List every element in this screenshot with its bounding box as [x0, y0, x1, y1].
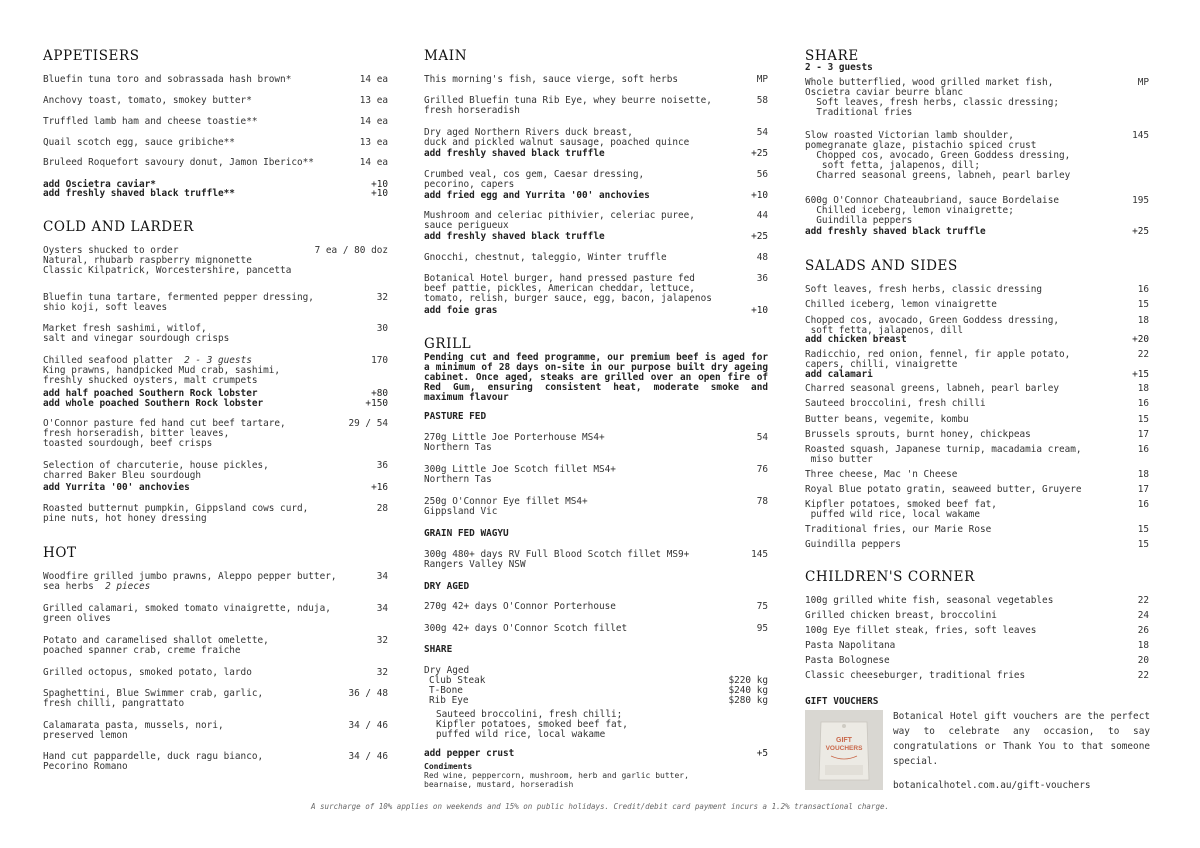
menu-item: Traditional fries, our Marie Rose 15 — [805, 524, 1149, 535]
menu-item: Mushroom and celeriac pithivier, celeriac puree, sauce perigueux 44 — [424, 210, 768, 231]
menu-item: Hand cut pappardelle, duck ragu bianco, Pecorino Romano 34 / 46 — [43, 751, 388, 772]
condiments-text: Red wine, peppercorn, mushroom, herb and garlic butter, bearnaise, mustard, horseradish — [424, 771, 689, 789]
footer-surcharge-note: A surcharge of 10% applies on weekends and 15% on public holidays. Credit/debit card payment incurs a 1.2% transactional charge. — [311, 802, 889, 811]
section-title-main: MAIN — [424, 48, 468, 64]
share-guests: 2 - 3 guests — [805, 62, 873, 73]
menu-item: 300g Little Joe Scotch fillet MS4+ Northern Tas 76 — [424, 464, 768, 485]
menu-item: Kipfler potatoes, smoked beef fat, puffed wild rice, local wakame 16 — [805, 499, 1149, 520]
menu-item: Guindilla peppers 15 — [805, 539, 1149, 550]
section-title-cold: COLD AND LARDER — [43, 219, 194, 235]
menu-item: Sauteed broccolini, fresh chilli 16 — [805, 398, 1149, 409]
subsection-wagyu: GRAIN FED WAGYU — [424, 528, 509, 539]
add-on: add freshly shaved black truffle** +10 — [43, 188, 388, 199]
gift-voucher-text — [893, 709, 1150, 793]
menu-item: Radicchio, red onion, fennel, fir apple potato, capers, chilli, vinaigrette 22 — [805, 349, 1149, 370]
menu-item: This morning's fish, sauce vierge, soft herbs MP — [424, 74, 768, 85]
section-title-share: SHARE — [805, 48, 859, 64]
menu-item: Crumbed veal, cos gem, Caesar dressing, pecorino, capers 56 — [424, 169, 768, 190]
add-on: add half poached Southern Rock lobster +80 — [43, 388, 388, 399]
menu-item: Calamarata pasta, mussels, nori, preserved lemon 34 / 46 — [43, 720, 388, 741]
menu-item: Truffled lamb ham and cheese toastie** 14 ea — [43, 116, 388, 127]
menu-item: Grilled calamari, smoked tomato vinaigrette, nduja, green olives 34 — [43, 603, 388, 624]
menu-item: Dry aged Northern Rivers duck breast, duck and pickled walnut sausage, poached quince 54 — [424, 127, 768, 148]
add-on: add freshly shaved black truffle +25 — [805, 226, 1149, 237]
gift-voucher-card-text: GIFT — [836, 737, 852, 744]
section-title-hot: HOT — [43, 545, 77, 561]
menu-item: 100g Eye fillet steak, fries, soft leaves 26 — [805, 625, 1149, 636]
menu-item: Club Steak $220 kg — [429, 675, 768, 686]
menu-item: Whole butterflied, wood grilled market fish, Oscietra caviar beurre blanc Soft leaves, fresh herbs, classic dressing; Traditional fries MP — [805, 77, 1149, 118]
menu-item: O'Connor pasture fed hand cut beef tartare, fresh horseradish, bitter leaves, toasted sourdough, beef crisps 29 / 54 — [43, 418, 388, 449]
menu-item: Brussels sprouts, burnt honey, chickpeas 17 — [805, 429, 1149, 440]
menu-item: Butter beans, vegemite, kombu 15 — [805, 414, 1149, 425]
guests-note: 2 - 3 guests — [184, 355, 252, 366]
menu-item: Chilled iceberg, lemon vinaigrette 15 — [805, 299, 1149, 310]
menu-item: Bluefin tuna toro and sobrassada hash brown* 14 ea — [43, 74, 388, 85]
gift-voucher-card-graphic — [805, 710, 883, 790]
section-title-grill: GRILL — [424, 336, 472, 352]
menu-item: Selection of charcuterie, house pickles, charred Baker Bleu sourdough 36 — [43, 460, 388, 481]
menu-item: Roasted butternut pumpkin, Gippsland cows curd, pine nuts, hot honey dressing 28 — [43, 503, 388, 524]
menu-item: Potato and caramelised shallot omelette, poached spanner crab, creme fraiche 32 — [43, 635, 388, 656]
section-title-salads: SALADS AND SIDES — [805, 258, 958, 274]
menu-item: 600g O'Connor Chateaubriand, sauce Bordelaise Chilled iceberg, lemon vinaigrette; Guindilla peppers 195 — [805, 195, 1149, 226]
menu-item: Slow roasted Victorian lamb shoulder, pomegranate glaze, pistachio spiced crust Chopped cos, avocado, Green Goddess dressing, soft fetta, jalapenos, dill; Charred seasonal greens, labneh, pearl barley 145 — [805, 130, 1149, 181]
menu-item: 250g O'Connor Eye fillet MS4+ Gippsland Vic 78 — [424, 496, 768, 517]
menu-item: T-Bone $240 kg — [429, 685, 768, 696]
menu-item: Grilled Bluefin tuna Rib Eye, whey beurre noisette, fresh horseradish 58 — [424, 95, 768, 116]
menu-item: 300g 42+ days O'Connor Scotch fillet 95 — [424, 623, 768, 634]
section-title-children: CHILDREN'S CORNER — [805, 569, 975, 585]
svg-text:VOUCHERS: VOUCHERS — [825, 745, 863, 752]
menu-item: 270g Little Joe Porterhouse MS4+ Northern Tas 54 — [424, 432, 768, 453]
add-on: add whole poached Southern Rock lobster +150 — [43, 398, 388, 409]
menu-item: Grilled octopus, smoked potato, lardo 32 — [43, 667, 388, 678]
menu-item: Royal Blue potato gratin, seaweed butter, Gruyere 17 — [805, 484, 1149, 495]
share-label: Dry Aged — [424, 665, 470, 676]
menu-item: Market fresh sashimi, witlof, salt and vinegar sourdough crisps 30 — [43, 323, 388, 344]
add-on: add fried egg and Yurrita '00' anchovies +10 — [424, 190, 768, 201]
menu-item: Quail scotch egg, sauce gribiche** 13 ea — [43, 137, 388, 148]
menu-item: 270g 42+ days O'Connor Porterhouse 75 — [424, 601, 768, 612]
menu-item: Botanical Hotel burger, hand pressed pasture fed beef pattie, pickles, American cheddar, lettuce, tomato, relish, burger sauce, egg, bacon, jalapenos 36 — [424, 273, 768, 304]
add-on: add Yurrita '00' anchovies +16 — [43, 482, 388, 493]
menu-item: Bruleed Roquefort savoury donut, Jamon Iberico** 14 ea — [43, 157, 388, 168]
add-on: add pepper crust +5 — [424, 748, 768, 759]
menu-item: Gnocchi, chestnut, taleggio, Winter truffle 48 — [424, 252, 768, 263]
menu-item: Chilled seafood platter 2 - 3 guests King prawns, handpicked Mud crab, sashimi, freshly shucked oysters, malt crumpets 170 — [43, 355, 388, 386]
add-on: add Oscietra caviar* +10 — [43, 179, 388, 190]
menu-item: 100g grilled white fish, seasonal vegetables 22 — [805, 595, 1149, 606]
menu-item: Oysters shucked to order Natural, rhubarb raspberry mignonette Classic Kilpatrick, Worcestershire, pancetta 7 ea / 80 doz — [43, 245, 388, 276]
subsection-dry-aged: DRY AGED — [424, 581, 470, 592]
subsection-share: SHARE — [424, 644, 453, 655]
menu-item: Roasted squash, Japanese turnip, macadamia cream, miso butter 16 — [805, 444, 1149, 465]
condiments-label: Condiments — [424, 762, 473, 771]
menu-item: Pasta Bolognese 20 — [805, 655, 1149, 666]
menu-item: Charred seasonal greens, labneh, pearl barley 18 — [805, 383, 1149, 394]
add-on: add chicken breast +20 — [805, 334, 1149, 345]
grill-intro: Pending cut and feed programme, our premium beef is aged for a minimum of 28 days on-site in our purpose built dry ageing cabinet. Once aged, steaks are grilled over an open fire of Red Gum, ensuring consistent heat, moderate smoke and maximum flavour — [424, 352, 768, 403]
menu-item: Pasta Napolitana 18 — [805, 640, 1149, 651]
gift-vouchers-title: GIFT VOUCHERS — [805, 696, 879, 707]
share-sides: Sauteed broccolini, fresh chilli; Kipfler potatoes, smoked beef fat, puffed wild rice, local wakame — [436, 709, 628, 740]
section-title-appetisers: APPETISERS — [43, 48, 140, 64]
menu-item: Woodfire grilled jumbo prawns, Aleppo pepper butter, sea herbs 2 pieces 34 — [43, 571, 388, 592]
subsection-pasture-fed: PASTURE FED — [424, 411, 487, 422]
add-on: add freshly shaved black truffle +25 — [424, 148, 768, 159]
menu-item: Anchovy toast, tomato, smokey butter* 13 ea — [43, 95, 388, 106]
menu-item: Bluefin tuna tartare, fermented pepper dressing, shio koji, soft leaves 32 — [43, 292, 388, 313]
add-on: add calamari +15 — [805, 369, 1149, 380]
menu-item: Grilled chicken breast, broccolini 24 — [805, 610, 1149, 621]
menu-item: Three cheese, Mac 'n Cheese 18 — [805, 469, 1149, 480]
menu-item: 300g 480+ days RV Full Blood Scotch fillet MS9+ Rangers Valley NSW 145 — [424, 549, 768, 570]
gift-voucher-description: Botanical Hotel gift vouchers are the perfect way to celebrate any occasion, to say congratulations or Thank You to that someone special. — [893, 711, 1150, 767]
menu-item: Rib Eye $280 kg — [429, 695, 768, 706]
add-on: add freshly shaved black truffle +25 — [424, 231, 768, 242]
menu-item: Soft leaves, fresh herbs, classic dressing 16 — [805, 284, 1149, 295]
pieces-note: 2 pieces — [105, 581, 151, 592]
gift-voucher-image — [805, 710, 883, 790]
gift-voucher-link[interactable]: botanicalhotel.com.au/gift-vouchers — [893, 780, 1091, 791]
menu-item: Classic cheeseburger, traditional fries 22 — [805, 670, 1149, 681]
menu-item: Spaghettini, Blue Swimmer crab, garlic, fresh chilli, pangrattato 36 / 48 — [43, 688, 388, 709]
menu-item: Chopped cos, avocado, Green Goddess dressing, soft fetta, jalapenos, dill 18 — [805, 315, 1149, 336]
add-on: add foie gras +10 — [424, 305, 768, 316]
